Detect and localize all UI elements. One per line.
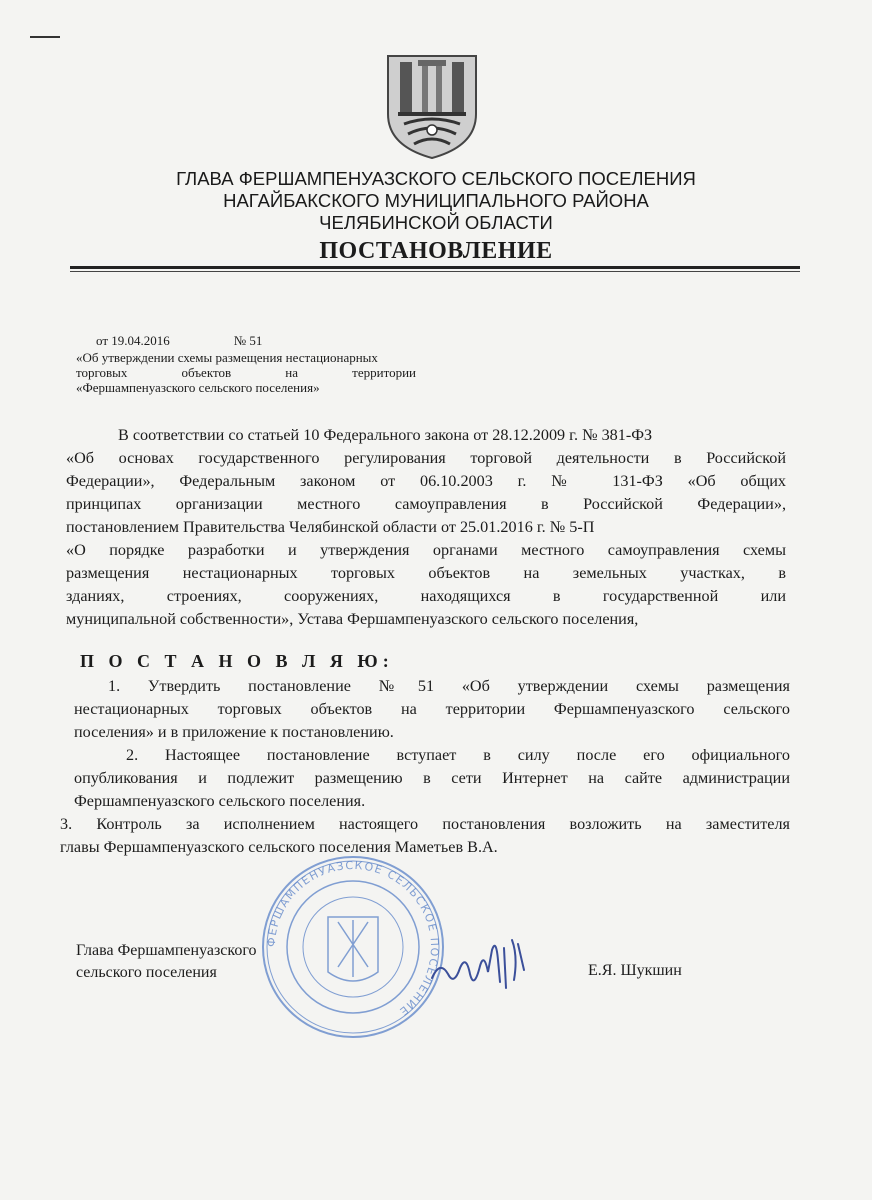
decree-items	[60, 675, 790, 859]
official-stamp	[258, 852, 448, 1042]
preamble-line: «О порядке разработки и утверждения органами местного самоуправления схемы	[66, 541, 786, 559]
signatory-name: Е.Я. Шукшин	[588, 962, 682, 979]
coat-of-arms-emblem	[384, 52, 480, 160]
preamble-line: Федерации», Федеральным законом от 06.10.2003 г. № 131-ФЗ «Об общих	[66, 472, 786, 490]
item-2-line: опубликования и подлежит размещению в сети Интернет на сайте администрации	[74, 769, 790, 787]
preamble-paragraph	[66, 424, 786, 631]
header-line: ГЛАВА ФЕРШАМПЕНУАЗСКОГО СЕЛЬСКОГО ПОСЕЛЕНИЯ	[176, 168, 696, 189]
preamble-line: «Об основах государственного регулирования торговой деятельности в Российской	[66, 449, 786, 467]
signatory-position: Глава Фершампенуазского сельского поселения	[76, 942, 257, 981]
document-number: № 51	[233, 333, 263, 348]
item-2-line: 2. Настоящее постановление вступает в силу после его официального	[126, 746, 790, 764]
stamp-ring-text: ФЕРШАМПЕНУАЗСКОЕ СЕЛЬСКОЕ ПОСЕЛЕНИЕ	[264, 858, 442, 1019]
handwritten-signature	[426, 930, 536, 1000]
subject-line: «Об утверждении схемы размещения нестационарных	[76, 350, 378, 365]
preamble-line: В соответствии со статьей 10 Федерального закона от 28.12.2009 г. № 381-ФЗ	[118, 426, 653, 444]
document-title: ПОСТАНОВЛЕНИЕ	[319, 238, 553, 264]
preamble-line: муниципальной собственности», Устава Фершампенуазского сельского поселения,	[66, 610, 639, 628]
preamble-line: размещения нестационарных торговых объектов на земельных участках, в	[66, 564, 786, 582]
document-meta	[96, 333, 262, 349]
preamble-line: зданиях, строениях, сооружениях, находящихся в государственной или	[66, 587, 786, 605]
preamble-line: постановлением Правительства Челябинской области от 25.01.2016 г. № 5-П	[66, 518, 595, 536]
header-line: НАГАЙБАКСКОГО МУНИЦИПАЛЬНОГО РАЙОНА	[223, 190, 649, 211]
decree-heading: П О С Т А Н О В Л Я Ю:	[80, 651, 394, 671]
subject-line: торговых объектов на территории	[76, 365, 417, 380]
item-3-line: 3. Контроль за исполнением настоящего постановления возложить на заместителя	[60, 815, 790, 833]
document-subject	[76, 350, 416, 395]
subject-line: «Фершампенуазского сельского поселения»	[76, 380, 320, 395]
item-1-line: нестационарных торговых объектов на территории Фершампенуазского сельского	[74, 700, 790, 718]
item-3-line: главы Фершампенуазского сельского поселения Маметьев В.А.	[60, 838, 498, 856]
item-2-line: Фершампенуазского сельского поселения.	[74, 792, 366, 810]
item-1-line: 1. Утвердить постановление №51 «Об утверждении схемы размещения	[108, 677, 790, 695]
item-1-line: поселения» и в приложение к постановлению.	[74, 723, 394, 741]
header-line: ЧЕЛЯБИНСКОЙ ОБЛАСТИ	[319, 212, 553, 233]
document-header	[100, 168, 772, 234]
document-date: от 19.04.2016	[96, 333, 170, 348]
preamble-line: принципах организации местного самоуправления в Российской Федерации»,	[66, 495, 786, 513]
corner-mark	[30, 36, 60, 38]
header-rule-thick	[70, 266, 800, 269]
header-rule-thin	[70, 271, 800, 272]
